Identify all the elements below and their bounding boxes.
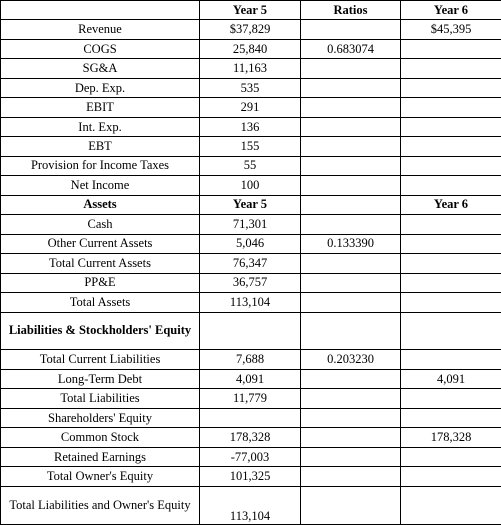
year6-value-cell xyxy=(401,486,501,524)
year5-value-cell: 5,046 xyxy=(200,234,301,253)
ratio-value-cell: 0.203230 xyxy=(301,350,401,369)
table-row xyxy=(1,59,501,78)
year6-value-cell: 4,091 xyxy=(401,369,501,388)
year5-value-cell: 71,301 xyxy=(200,215,301,234)
year6-value-cell xyxy=(401,273,501,292)
ratio-value-cell xyxy=(301,195,401,214)
table-row xyxy=(1,20,501,39)
year5-value-cell xyxy=(200,312,301,350)
row-label-cell: Total Liabilities xyxy=(1,389,200,408)
row-label-cell: Assets xyxy=(1,195,200,214)
row-label-cell: Int. Exp. xyxy=(1,117,200,136)
table-row xyxy=(1,215,501,234)
year5-value-cell: 155 xyxy=(200,137,301,156)
year6-value-cell: $45,395 xyxy=(401,20,501,39)
row-label-cell: Cash xyxy=(1,215,200,234)
table-row xyxy=(1,408,501,427)
table-row xyxy=(1,195,501,214)
year6-value-cell xyxy=(401,234,501,253)
row-label-cell: Dep. Exp. xyxy=(1,78,200,97)
table-row xyxy=(1,98,501,117)
year5-value-cell: $37,829 xyxy=(200,20,301,39)
header-cell-label xyxy=(1,1,200,20)
ratio-value-cell xyxy=(301,176,401,195)
year5-value-cell: 7,688 xyxy=(200,350,301,369)
row-label-cell: Common Stock xyxy=(1,428,200,447)
year6-value-cell xyxy=(401,59,501,78)
year5-value-cell xyxy=(200,408,301,427)
row-label-cell: Net Income xyxy=(1,176,200,195)
year6-value-cell xyxy=(401,467,501,486)
ratio-value-cell: 0.683074 xyxy=(301,39,401,58)
table-row xyxy=(1,369,501,388)
ratio-value-cell xyxy=(301,156,401,175)
table-row xyxy=(1,137,501,156)
year6-value-cell xyxy=(401,389,501,408)
table-row xyxy=(1,486,501,524)
year6-value-cell: Year 6 xyxy=(401,195,501,214)
year6-value-cell xyxy=(401,312,501,350)
row-label-cell: Total Current Liabilities xyxy=(1,350,200,369)
row-label-cell: PP&E xyxy=(1,273,200,292)
row-label-cell: Provision for Income Taxes xyxy=(1,156,200,175)
header-row xyxy=(1,1,501,20)
ratio-value-cell xyxy=(301,20,401,39)
ratio-value-cell xyxy=(301,467,401,486)
year6-value-cell xyxy=(401,98,501,117)
year5-value-cell: 178,328 xyxy=(200,428,301,447)
year5-value-cell: 76,347 xyxy=(200,254,301,273)
table-row xyxy=(1,428,501,447)
year6-value-cell xyxy=(401,39,501,58)
year5-value-cell: 136 xyxy=(200,117,301,136)
ratio-value-cell xyxy=(301,447,401,466)
year6-value-cell xyxy=(401,350,501,369)
ratio-value-cell xyxy=(301,215,401,234)
year5-value-cell: Year 5 xyxy=(200,195,301,214)
ratio-value-cell: 0.133390 xyxy=(301,234,401,253)
year6-value-cell xyxy=(401,117,501,136)
table-row xyxy=(1,350,501,369)
ratio-value-cell xyxy=(301,117,401,136)
row-label-cell: Total Assets xyxy=(1,293,200,312)
year6-value-cell: 178,328 xyxy=(401,428,501,447)
table-row xyxy=(1,273,501,292)
table-row xyxy=(1,254,501,273)
row-label-cell: COGS xyxy=(1,39,200,58)
ratio-value-cell xyxy=(301,389,401,408)
year5-value-cell: 113,104 xyxy=(200,293,301,312)
header-cell-year5: Year 5 xyxy=(200,1,301,20)
year5-value-cell: 291 xyxy=(200,98,301,117)
ratio-value-cell xyxy=(301,59,401,78)
ratio-value-cell xyxy=(301,273,401,292)
table-row xyxy=(1,39,501,58)
year6-value-cell xyxy=(401,176,501,195)
table-row xyxy=(1,389,501,408)
year5-value-cell: -77,003 xyxy=(200,447,301,466)
year6-value-cell xyxy=(401,137,501,156)
table-row xyxy=(1,312,501,350)
row-label-cell: SG&A xyxy=(1,59,200,78)
table-row xyxy=(1,447,501,466)
ratio-value-cell xyxy=(301,78,401,97)
year5-value-cell: 101,325 xyxy=(200,467,301,486)
year5-value-cell: 113,104 xyxy=(200,486,301,524)
year5-value-cell: 11,779 xyxy=(200,389,301,408)
year6-value-cell xyxy=(401,408,501,427)
row-label-cell: Revenue xyxy=(1,20,200,39)
year5-value-cell: 100 xyxy=(200,176,301,195)
row-label-cell: EBIT xyxy=(1,98,200,117)
year6-value-cell xyxy=(401,254,501,273)
table-row xyxy=(1,467,501,486)
year5-value-cell: 55 xyxy=(200,156,301,175)
header-cell-ratios: Ratios xyxy=(301,1,401,20)
table-row xyxy=(1,78,501,97)
year6-value-cell xyxy=(401,293,501,312)
ratio-value-cell xyxy=(301,408,401,427)
ratio-value-cell xyxy=(301,254,401,273)
row-label-cell: Liabilities & Stockholders' Equity xyxy=(1,312,200,350)
ratio-value-cell xyxy=(301,369,401,388)
ratio-value-cell xyxy=(301,293,401,312)
ratio-value-cell xyxy=(301,486,401,524)
year5-value-cell: 11,163 xyxy=(200,59,301,78)
row-label-cell: Long-Term Debt xyxy=(1,369,200,388)
row-label-cell: Total Liabilities and Owner's Equity xyxy=(1,486,200,524)
row-label-cell: Total Owner's Equity xyxy=(1,467,200,486)
table-row xyxy=(1,156,501,175)
ratio-value-cell xyxy=(301,98,401,117)
row-label-cell: Total Current Assets xyxy=(1,254,200,273)
year6-value-cell xyxy=(401,215,501,234)
year5-value-cell: 36,757 xyxy=(200,273,301,292)
ratio-value-cell xyxy=(301,428,401,447)
year6-value-cell xyxy=(401,156,501,175)
ratio-value-cell xyxy=(301,137,401,156)
year6-value-cell xyxy=(401,447,501,466)
table-row xyxy=(1,234,501,253)
year6-value-cell xyxy=(401,78,501,97)
ratio-value-cell xyxy=(301,312,401,350)
header-cell-year6: Year 6 xyxy=(401,1,501,20)
table-row xyxy=(1,293,501,312)
year5-value-cell: 535 xyxy=(200,78,301,97)
table-row xyxy=(1,176,501,195)
year5-value-cell: 25,840 xyxy=(200,39,301,58)
row-label-cell: EBT xyxy=(1,137,200,156)
row-label-cell: Other Current Assets xyxy=(1,234,200,253)
row-label-cell: Retained Earnings xyxy=(1,447,200,466)
table-body xyxy=(1,1,501,525)
year5-value-cell: 4,091 xyxy=(200,369,301,388)
row-label-cell: Shareholders' Equity xyxy=(1,408,200,427)
table-row xyxy=(1,117,501,136)
